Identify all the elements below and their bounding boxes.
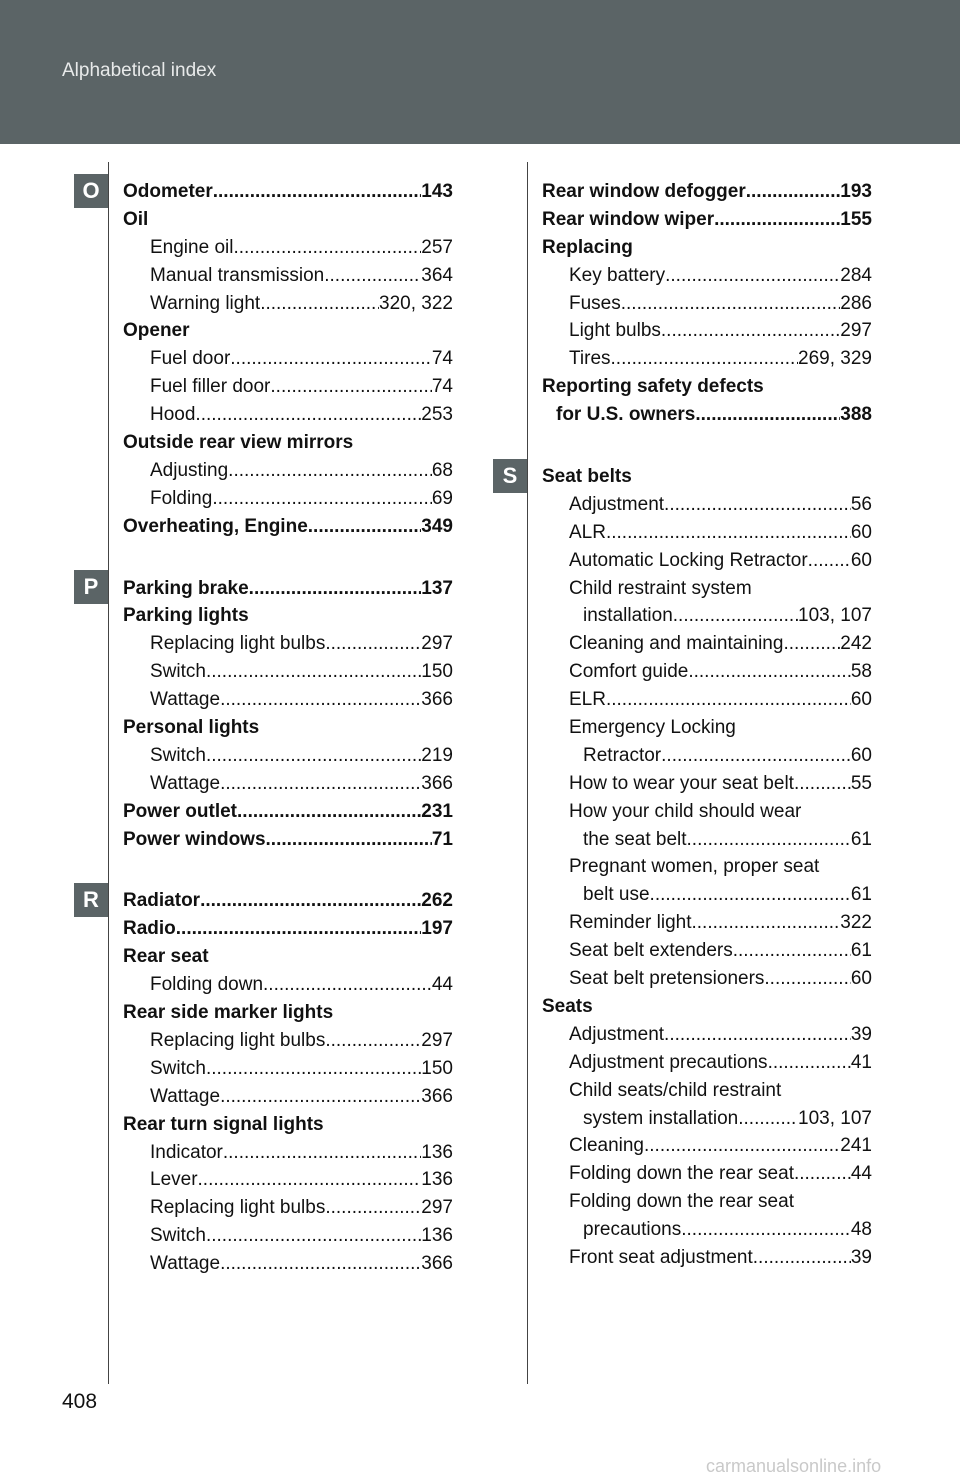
header-title: Alphabetical index (62, 60, 217, 81)
index-entry (542, 1160, 872, 1188)
entry-page: 297 (421, 1197, 453, 1219)
entry-term: Seat belt pretensioners (569, 968, 765, 990)
entry-term: Key battery (569, 264, 666, 286)
index-entry (123, 575, 453, 603)
index-entry (542, 1105, 872, 1133)
entry-term: Rear side marker lights (123, 1002, 334, 1024)
entry-term: for U.S. owners (556, 404, 696, 426)
index-entry (542, 742, 872, 770)
entry-term: Front seat adjustment (569, 1246, 753, 1268)
entry-term: Power windows (123, 828, 266, 850)
index-entry (123, 887, 453, 915)
watermark-text: carmanualsonline.info (706, 1456, 882, 1476)
index-entry (123, 915, 453, 943)
index-entry (123, 485, 453, 513)
entry-page: 60 (850, 549, 872, 571)
entry-term: Engine oil (150, 236, 234, 258)
entry-page: 71 (431, 828, 453, 850)
entry-term: Cleaning and maintaining (569, 633, 784, 655)
index-entry (542, 881, 872, 909)
index-entry (542, 1049, 872, 1077)
index-heading (123, 602, 453, 630)
index-entry (542, 602, 872, 630)
entry-term: Light bulbs (569, 320, 661, 342)
entry-page: 103, 107 (798, 1107, 872, 1129)
entry-page: 60 (850, 521, 872, 543)
entry-term: Fuel filler door (150, 376, 271, 398)
index-heading (542, 234, 872, 262)
left-column-rule (108, 162, 109, 1384)
entry-term: Opener (123, 320, 190, 342)
entry-page: 366 (421, 1253, 453, 1275)
entry-term: Folding (150, 487, 213, 509)
entry-term: Radiator (123, 890, 201, 912)
entry-term: Tires (569, 348, 611, 370)
entry-term: Adjusting (150, 459, 229, 481)
entry-term: Switch (150, 1225, 206, 1247)
entry-term: system installation (583, 1107, 739, 1129)
entry-page: 56 (850, 493, 872, 515)
entry-term: Personal lights (123, 717, 260, 739)
entry-page: 60 (850, 689, 872, 711)
entry-page: 150 (421, 661, 453, 683)
entry-page: 197 (421, 918, 453, 940)
entry-term: ALR (569, 521, 606, 543)
entry-term: Wattage (150, 772, 221, 794)
entry-page: 242 (840, 633, 872, 655)
index-entry (123, 178, 453, 206)
entry-page: 74 (431, 348, 453, 370)
index-entry (542, 547, 872, 575)
index-heading (123, 1111, 453, 1139)
index-entry (542, 519, 872, 547)
index-entry (123, 742, 453, 770)
entry-term: Reporting safety defects (542, 376, 764, 398)
index-heading (123, 206, 453, 234)
index-entry (123, 1222, 453, 1250)
entry-page: 297 (421, 1029, 453, 1051)
index-entry (123, 234, 453, 262)
index-entry (123, 971, 453, 999)
entry-term: Wattage (150, 1253, 221, 1275)
index-heading (542, 463, 872, 491)
entry-page: 136 (421, 1141, 453, 1163)
index-entry (123, 1027, 453, 1055)
entry-term: Reminder light (569, 912, 692, 934)
index-entry (123, 1083, 453, 1111)
entry-page: 74 (431, 376, 453, 398)
entry-page: 269, 329 (798, 348, 872, 370)
entry-page: 143 (421, 181, 453, 202)
index-entry (542, 937, 872, 965)
entry-term: the seat belt (583, 828, 687, 850)
entry-term: Replacing light bulbs (150, 1197, 326, 1219)
index-entry (542, 658, 872, 686)
index-heading (123, 999, 453, 1027)
entry-term: Hood (150, 404, 196, 426)
index-entry (123, 658, 453, 686)
index-entry (123, 373, 453, 401)
entry-term: Rear window defogger (542, 181, 746, 202)
entry-term: Pregnant women, proper seat (569, 856, 820, 878)
index-entry (542, 630, 872, 658)
entry-term: Retractor (583, 744, 662, 766)
entry-page: 193 (840, 181, 872, 202)
entry-term: How your child should wear (569, 800, 802, 822)
index-entry (123, 1250, 453, 1278)
entry-term: Oil (123, 208, 149, 230)
entry-page: 322 (840, 912, 872, 934)
entry-page: 253 (421, 404, 453, 426)
index-heading (123, 429, 453, 457)
entry-page: 44 (850, 1163, 872, 1185)
entry-term: Automatic Locking Retractor (569, 549, 808, 571)
index-entry (542, 317, 872, 345)
index-entry-part (542, 853, 872, 881)
right-column-rule (527, 162, 528, 1384)
entry-term: installation (583, 605, 673, 627)
entry-term: Switch (150, 744, 206, 766)
entry-term: Comfort guide (569, 661, 689, 683)
index-entry-part (542, 714, 872, 742)
entry-page: 366 (421, 1085, 453, 1107)
entry-term: Wattage (150, 1085, 221, 1107)
entry-term: Fuses (569, 292, 621, 314)
entry-term: Lever (150, 1169, 198, 1191)
entry-page: 257 (421, 236, 453, 258)
index-heading (542, 373, 872, 401)
entry-term: Switch (150, 1057, 206, 1079)
entry-term: Folding down (150, 974, 264, 996)
index-entry (123, 826, 453, 854)
index-heading (123, 943, 453, 971)
entry-term: Rear seat (123, 946, 209, 968)
index-entry (123, 1194, 453, 1222)
index-entry (123, 1055, 453, 1083)
index-entry-part (542, 575, 872, 603)
entry-page: 39 (850, 1246, 872, 1268)
entry-page: 155 (840, 208, 872, 230)
entry-term: Radio (123, 918, 176, 940)
entry-page: 61 (850, 884, 872, 906)
entry-term: precautions (583, 1219, 682, 1241)
entry-term: Adjustment (569, 1023, 665, 1045)
index-entry (123, 1139, 453, 1167)
entry-term: Manual transmission (150, 264, 325, 286)
index-entry (123, 457, 453, 485)
entry-page: 366 (421, 689, 453, 711)
entry-term: ELR (569, 689, 606, 711)
entry-term: Replacing light bulbs (150, 1029, 326, 1051)
entry-term: Indicator (150, 1141, 223, 1163)
index-entry (123, 630, 453, 658)
index-entry-part (542, 1077, 872, 1105)
entry-page: 69 (431, 487, 453, 509)
index-entry (123, 798, 453, 826)
entry-term: Adjustment precautions (569, 1051, 768, 1073)
entry-page: 349 (421, 515, 453, 537)
entry-page: 44 (431, 974, 453, 996)
letter-tab-p: P (74, 570, 108, 604)
index-entry-part (542, 798, 872, 826)
index-heading (123, 714, 453, 742)
entry-page: 61 (850, 940, 872, 962)
entry-page: 286 (840, 292, 872, 314)
entry-page: 41 (850, 1051, 872, 1073)
index-entry (123, 401, 453, 429)
entry-term: Fuel door (150, 348, 231, 370)
index-entry (542, 1216, 872, 1244)
entry-page: 39 (850, 1023, 872, 1045)
index-entry (542, 491, 872, 519)
index-entry (542, 262, 872, 290)
entry-page: 241 (840, 1135, 872, 1157)
entry-term: Rear window wiper (542, 208, 715, 230)
entry-page: 219 (421, 744, 453, 766)
page-header (0, 0, 960, 144)
index-entry (123, 513, 453, 541)
entry-page: 61 (850, 828, 872, 850)
entry-page: 297 (421, 633, 453, 655)
index-entry (123, 770, 453, 798)
page-number: 408 (62, 1390, 98, 1413)
entry-page: 136 (421, 1225, 453, 1247)
entry-page: 68 (431, 459, 453, 481)
entry-term: Rear turn signal lights (123, 1113, 324, 1135)
entry-term: Seat belt extenders (569, 940, 733, 962)
entry-term: Warning light (150, 292, 261, 314)
letter-tab-s: S (493, 459, 527, 493)
entry-page: 136 (421, 1169, 453, 1191)
entry-page: 262 (421, 890, 453, 912)
entry-page: 388 (840, 404, 872, 426)
index-entry (542, 1244, 872, 1272)
entry-term: Overheating, Engine (123, 515, 308, 537)
entry-page: 58 (850, 661, 872, 683)
entry-term: Folding down the rear seat (569, 1163, 794, 1185)
entry-page: 55 (850, 772, 872, 794)
entry-page: 60 (850, 744, 872, 766)
index-entry (542, 1132, 872, 1160)
entry-page: 364 (421, 264, 453, 286)
entry-term: Switch (150, 661, 206, 683)
entry-page: 320, 322 (379, 292, 453, 314)
index-entry (123, 262, 453, 290)
letter-tab-r: R (74, 883, 108, 917)
entry-term: Seat belts (542, 466, 632, 488)
entry-term: Folding down the rear seat (569, 1191, 794, 1213)
index-entry (123, 1166, 453, 1194)
index-column-left (123, 178, 453, 1278)
index-entry (123, 686, 453, 714)
entry-term: Outside rear view mirrors (123, 432, 354, 454)
index-entry (542, 290, 872, 318)
entry-page: 284 (840, 264, 872, 286)
index-entry (542, 770, 872, 798)
index-entry (542, 1021, 872, 1049)
index-entry-part (542, 1188, 872, 1216)
entry-term: Child restraint system (569, 577, 752, 599)
index-entry (542, 686, 872, 714)
entry-term: Adjustment (569, 493, 665, 515)
entry-term: Wattage (150, 689, 221, 711)
entry-page: 231 (421, 800, 453, 822)
entry-page: 297 (840, 320, 872, 342)
entry-term: Power outlet (123, 800, 238, 822)
index-heading (542, 993, 872, 1021)
entry-term: Emergency Locking (569, 717, 736, 739)
entry-term: Child seats/child restraint (569, 1079, 782, 1101)
entry-term: Odometer (123, 181, 213, 202)
entry-page: 48 (850, 1219, 872, 1241)
index-heading (123, 317, 453, 345)
entry-term: Cleaning (569, 1135, 644, 1157)
entry-page: 366 (421, 772, 453, 794)
letter-tab-o: O (74, 174, 108, 208)
index-entry (542, 345, 872, 373)
entry-page: 150 (421, 1057, 453, 1079)
entry-page: 137 (421, 577, 453, 599)
index-entry (542, 178, 872, 206)
index-entry (542, 965, 872, 993)
entry-term: Seats (542, 995, 593, 1017)
index-entry (542, 206, 872, 234)
entry-term: How to wear your seat belt (569, 772, 794, 794)
entry-page: 60 (850, 968, 872, 990)
index-entry (542, 401, 872, 429)
index-column-right (542, 178, 872, 1272)
entry-term: belt use (583, 884, 650, 906)
entry-term: Parking lights (123, 605, 249, 627)
entry-page: 103, 107 (798, 605, 872, 627)
entry-term: Replacing (542, 236, 633, 258)
entry-term: Parking brake (123, 577, 249, 599)
index-entry (542, 909, 872, 937)
entry-term: Replacing light bulbs (150, 633, 326, 655)
index-entry (542, 826, 872, 854)
index-entry (123, 345, 453, 373)
index-entry (123, 290, 453, 318)
